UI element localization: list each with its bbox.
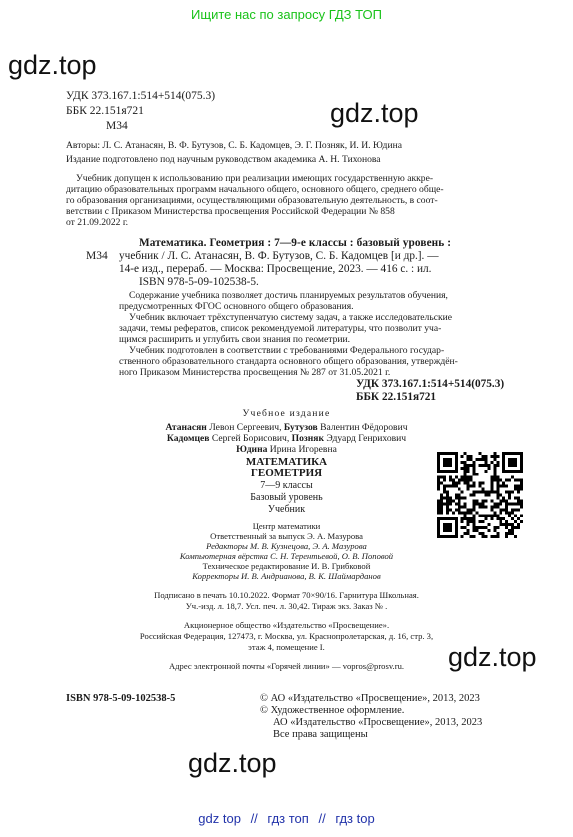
bottom-links (0, 811, 573, 826)
level: Базовый уровень (250, 492, 323, 503)
bbk-top: ББК 22.151я721 (66, 105, 144, 117)
approval-line: Учебник допущен к использованию при реализации имеющих государственную аккре- (76, 173, 434, 184)
publisher-line: Акционерное общество «Издательство «Просвещение». (183, 620, 390, 630)
biblio-line: 14-е изд., перераб. — Москва: Просвещение, 2023. — 416 с. : ил. (119, 263, 432, 275)
annotation-line: предусмотренных ФГОС основного общего образования. (119, 301, 354, 312)
edu-edition: Учебное издание (242, 408, 331, 419)
annotation-line: Содержание учебника позволяет достичь планируемых результатов обучения, (129, 290, 448, 301)
annotation-line: ственного образовательного стандарта основного общего образования, утверждён- (119, 356, 458, 367)
bottom-link[interactable]: гдз top (335, 811, 375, 826)
biblio-line: учебник / Л. С. Атанасян, В. Ф. Бутузов, С. Б. Кадомцев [и др.]. — (119, 250, 439, 262)
annotation-line: щимся расширить и углубить свои знания по геометрии. (119, 334, 351, 345)
copyright-line: АО «Издательство «Просвещение», 2013, 2023 (273, 717, 483, 728)
approval-line: ветствии с Приказом Министерства просвещения Российской Федерации № 858 (66, 206, 395, 217)
udk-top: УДК 373.167.1:514+514(075.3) (66, 90, 216, 102)
publisher-line: этаж 4, помещение I. (248, 642, 325, 652)
copyright-line: Все права защищены (273, 729, 368, 740)
qr-code[interactable] (437, 452, 523, 538)
print-line: Уч.-изд. л. 18,7. Усл. печ. л. 30,42. Тираж экз. Заказ № . (185, 601, 388, 611)
biblio-code: М34 (86, 250, 108, 262)
link-separator: // (250, 811, 258, 826)
bottom-link[interactable]: гдз топ (267, 811, 309, 826)
watermark: gdz.top (330, 98, 419, 128)
credits-line: Центр математики (252, 521, 321, 531)
credits-line: Техническое редактирование И. В. Грибковой (202, 561, 371, 571)
approval-line: от 21.09.2022 г. (66, 217, 129, 228)
title-sub: ГЕОМЕТРИЯ (250, 467, 323, 479)
biblio-line: ISBN 978-5-09-102538-5. (139, 276, 259, 288)
book-type: Учебник (267, 504, 306, 515)
authors-line: Авторы: Л. С. Атанасян, В. Ф. Бутузов, С. Б. Кадомцев, Э. Г. Позняк, И. И. Юдина (66, 140, 402, 151)
credits-line: Ответственный за выпуск Э. А. Мазурова (210, 531, 363, 541)
publisher-line: Российская Федерация, 127473, г. Москва, ул. Краснопролетарская, д. 16, стр. 3, (139, 631, 434, 641)
biblio-line: Математика. Геометрия : 7—9-е классы : базовый уровень : (139, 237, 452, 249)
top-banner[interactable]: Ищите нас по запросу ГДЗ ТОП (191, 7, 382, 22)
bbk-right: ББК 22.151я721 (356, 391, 437, 403)
print-line: Подписано в печать 10.10.2022. Формат 70×90/16. Гарнитура Школьная. (154, 590, 419, 600)
hotline: Адрес электронной почты «Горячей линии» — vopros@prosv.ru. (168, 661, 405, 671)
credits-line: Редакторы М. В. Кузнецова, Э. А. Мазурова (206, 541, 367, 551)
watermark: gdz.top (8, 50, 97, 80)
approval-line: дитацию образовательных программ начального общего, основного общего, среднего обще- (66, 184, 444, 195)
annotation-line: задачи, темы рефератов, список рекомендуемой литературы, что позволит уча- (119, 323, 442, 334)
copyright-line: © Художественное оформление. (260, 705, 405, 716)
authors-full: Кадомцев Сергей Борисович, Позняк Эдуард Генрихович (166, 433, 407, 444)
watermark: gdz.top (188, 748, 277, 778)
authors-full: Юдина Ирина Игоревна (236, 444, 337, 455)
copyright-line: © АО «Издательство «Просвещение», 2013, 2023 (260, 693, 480, 704)
link-separator: // (318, 811, 326, 826)
credits-line: Компьютерная вёрстка С. Н. Терентьевой, О. В. Поповой (179, 551, 394, 561)
isbn-bottom: ISBN 978-5-09-102538-5 (66, 693, 176, 704)
authors-full: Атанасян Левон Сергеевич, Бутузов Валентин Фёдорович (165, 422, 408, 433)
watermark: gdz.top (448, 642, 537, 672)
bottom-link[interactable]: gdz top (198, 811, 241, 826)
code-top: М34 (106, 120, 128, 132)
udk-right: УДК 373.167.1:514+514(075.3) (356, 378, 505, 390)
annotation-line: Учебник подготовлен в соответствии с требованиями Федерального государ- (129, 345, 445, 356)
credits-line: Корректоры И. В. Андрианова, В. К. Шаймарданов (192, 571, 381, 581)
edition-note: Издание подготовлено под научным руководством академика А. Н. Тихонова (66, 154, 381, 165)
annotation-line: ного Приказом Министерства просвещения № 287 от 31.05.2021 г. (119, 367, 391, 378)
approval-line: го образования организациями, осуществляющими образовательную деятельность, в соот- (66, 195, 438, 206)
grades: 7—9 классы (260, 480, 313, 491)
title-main: МАТЕМАТИКА (245, 456, 328, 468)
annotation-line: Учебник включает трёхступенчатую систему задач, а также исследовательские (129, 312, 453, 323)
